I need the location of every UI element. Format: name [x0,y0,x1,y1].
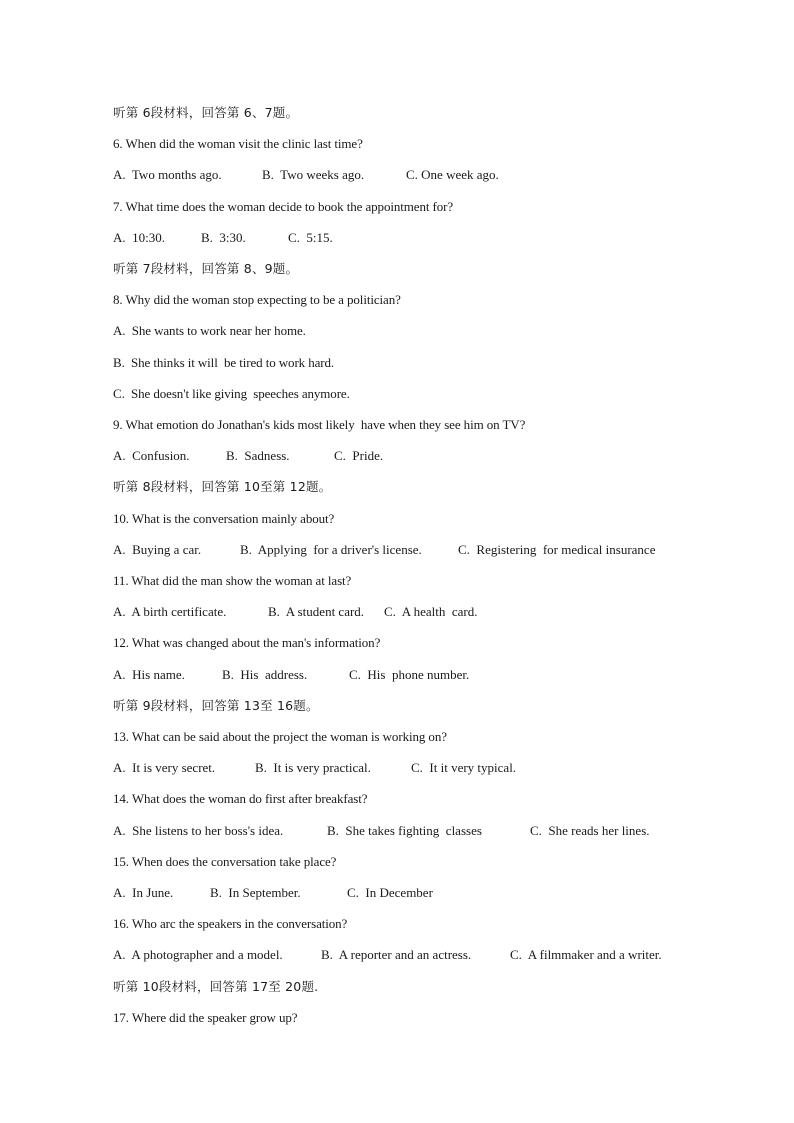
answer-option: B. Two weeks ago. [262,167,365,182]
answer-option: A. His name. [113,667,185,682]
answer-option: B. She takes fighting classes [327,823,482,838]
answer-option: C. It it very typical. [411,760,517,775]
answer-option: B. A student card. [268,604,365,619]
question-text: 8. Why did the woman stop expecting to be a politician? [113,292,401,307]
section-heading: 听第 7段材料，回答第 8、9题。 [113,261,299,276]
answer-option: C. Pride. [334,448,384,463]
question-text: 12. What was changed about the man's information? [113,635,381,650]
answer-option: C. She reads her lines. [530,823,650,838]
answer-option: A. In June. [113,885,174,900]
answer-option: A. A photographer and a model. [113,947,283,962]
answer-option: B. His address. [222,667,308,682]
answer-option: B. A reporter and an actress. [321,947,472,962]
answer-option: C. One week ago. [406,167,499,182]
answer-option: C. Registering for medical insurance [458,542,656,557]
answer-option: C. She doesn't like giving speeches anymore. [113,386,350,401]
answer-option: A. Confusion. [113,448,190,463]
question-text: 17. Where did the speaker grow up? [113,1010,298,1025]
answer-option: B. Sadness. [226,448,290,463]
section-heading: 听第 8段材料，回答第 10至第 12题。 [113,479,332,494]
question-text: 14. What does the woman do first after breakfast? [113,791,368,806]
question-text: 13. What can be said about the project the woman is working on? [113,729,447,744]
answer-option: A. It is very secret. [113,760,216,775]
answer-option: A. She listens to her boss's idea. [113,823,284,838]
answer-option: A. She wants to work near her home. [113,323,306,338]
answer-option: A. Two months ago. [113,167,222,182]
answer-option: C. A filmmaker and a writer. [510,947,662,962]
section-heading: 听第 6段材料，回答第 6、7题。 [113,105,299,120]
section-heading: 听第 10段材料，回答第 17至 20题. [113,979,319,994]
answer-option: C. His phone number. [349,667,470,682]
answer-option: C. In December [347,885,433,900]
answer-option: B. She thinks it will be tired to work hard. [113,355,335,370]
answer-option: A. A birth certificate. [113,604,227,619]
question-text: 9. What emotion do Jonathan's kids most likely have when they see him on TV? [113,417,526,432]
question-text: 7. What time does the woman decide to book the appointment for? [113,199,454,214]
question-text: 15. When does the conversation take place? [113,854,337,869]
answer-option: C. 5:15. [288,230,333,245]
answer-option: B. It is very practical. [255,760,371,775]
answer-option: B. 3:30. [201,230,246,245]
question-text: 6. When did the woman visit the clinic last time? [113,136,363,151]
answer-option: A. 10:30. [113,230,165,245]
section-heading: 听第 9段材料，回答第 13至 16题。 [113,698,319,713]
answer-option: B. In September. [210,885,301,900]
answer-option: A. Buying a car. [113,542,202,557]
answer-option: C. A health card. [384,604,478,619]
question-text: 11. What did the man show the woman at last? [113,573,352,588]
answer-option: B. Applying for a driver's license. [240,542,422,557]
question-text: 10. What is the conversation mainly about? [113,511,335,526]
question-text: 16. Who arc the speakers in the conversation? [113,916,348,931]
